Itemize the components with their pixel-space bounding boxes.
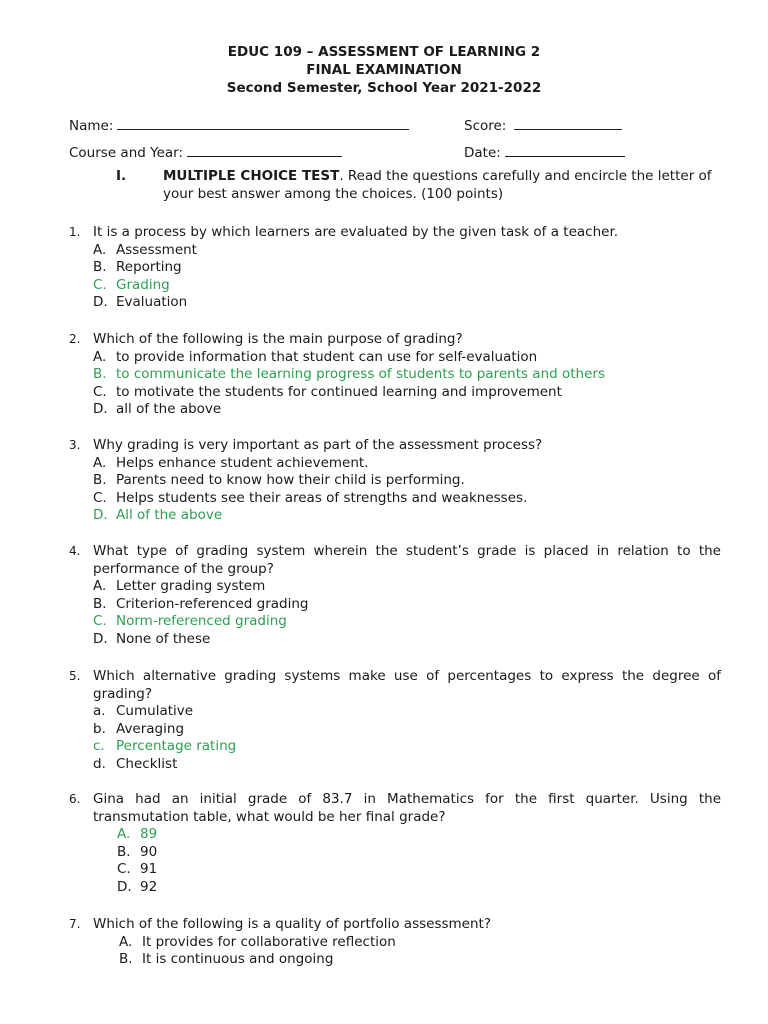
question-number: 7. (69, 917, 81, 931)
option-a[interactable]: a. Cumulative (93, 703, 194, 720)
question-number: 1. (69, 225, 81, 239)
course-year-label: Course and Year: (69, 145, 184, 161)
question-stem: Which alternative grading systems make use of percentages to express the degree of grading? (93, 668, 721, 702)
name-field (69, 116, 409, 136)
option-b[interactable]: B. Reporting (93, 259, 182, 276)
course-year-blank[interactable] (187, 143, 342, 157)
instructions (163, 168, 721, 203)
option-d[interactable]: d. Checklist (93, 755, 178, 772)
option-d-answer[interactable]: D. All of the above (93, 507, 223, 524)
date-field (464, 143, 625, 163)
question-stem: Why grading is very important as part of the assessment process? (93, 437, 543, 453)
name-blank[interactable] (117, 116, 409, 130)
question-3 (69, 437, 721, 525)
option-b-answer[interactable]: B. to communicate the learning progress of students to parents and others (93, 366, 605, 383)
name-label: Name: (69, 118, 114, 134)
question-6 (69, 791, 721, 897)
date-label: Date: (464, 145, 501, 161)
option-a[interactable]: A. It provides for collaborative reflection (119, 933, 396, 950)
question-2 (69, 331, 721, 419)
question-stem: Which of the following is the main purpose of grading? (93, 331, 463, 347)
option-a[interactable]: A. to provide information that student can use for self-evaluation (93, 348, 538, 365)
question-5 (69, 668, 721, 774)
option-a[interactable]: A. Helps enhance student achievement. (93, 454, 369, 471)
option-c-answer[interactable]: c. Percentage rating (93, 738, 237, 755)
date-blank[interactable] (505, 143, 625, 157)
score-blank[interactable] (514, 116, 622, 130)
option-a[interactable]: A. Assessment (93, 241, 197, 258)
option-d[interactable]: D. None of these (93, 630, 211, 647)
question-stem: What type of grading system wherein the student’s grade is placed in relation to the performance of the group? (93, 543, 721, 577)
section-number: I. (116, 168, 127, 184)
option-a[interactable]: A. Letter grading system (93, 578, 266, 595)
score-field (464, 116, 622, 136)
option-c[interactable]: C. 91 (117, 861, 158, 878)
option-b[interactable]: B. 90 (117, 843, 158, 860)
question-1 (69, 224, 721, 312)
option-c[interactable]: C. Helps students see their areas of strengths and weaknesses. (93, 489, 528, 506)
option-d[interactable]: D. 92 (117, 878, 158, 895)
question-number: 2. (69, 332, 81, 346)
option-b[interactable]: B. Parents need to know how their child is performing. (93, 472, 465, 489)
course-title: EDUC 109 – ASSESSMENT OF LEARNING 2 (227, 44, 541, 60)
question-4 (69, 543, 721, 649)
question-number: 6. (69, 792, 81, 806)
question-stem: It is a process by which learners are evaluated by the given task of a teacher. (93, 224, 619, 240)
option-c-answer[interactable]: C. Grading (93, 276, 170, 293)
section-title: MULTIPLE CHOICE TEST (163, 168, 340, 184)
instructions-text: . Read the questions carefully and encircle the letter of your best answer among the choices. (100 points) (163, 168, 712, 202)
term-title: Second Semester, School Year 2021-2022 (226, 80, 542, 96)
option-b[interactable]: B. Criterion-referenced grading (93, 595, 309, 612)
course-year-field (69, 143, 342, 163)
option-d[interactable]: D. Evaluation (93, 294, 188, 311)
option-b[interactable]: b. Averaging (93, 720, 185, 737)
question-number: 4. (69, 544, 81, 558)
question-stem: Gina had an initial grade of 83.7 in Mathematics for the first quarter. Using the transmutation table, what would be her final grade? (93, 791, 721, 825)
question-stem: Which of the following is a quality of portfolio assessment? (93, 916, 491, 932)
question-number: 5. (69, 669, 81, 683)
option-d[interactable]: D. all of the above (93, 401, 222, 418)
score-label: Score: (464, 118, 507, 134)
option-a-answer[interactable]: A. 89 (117, 826, 158, 843)
question-number: 3. (69, 438, 81, 452)
exam-title: FINAL EXAMINATION (306, 62, 462, 78)
option-b[interactable]: B. It is continuous and ongoing (119, 951, 334, 968)
question-7 (69, 916, 721, 969)
option-c-answer[interactable]: C. Norm-referenced grading (93, 613, 287, 630)
option-c[interactable]: C. to motivate the students for continued learning and improvement (93, 383, 562, 400)
